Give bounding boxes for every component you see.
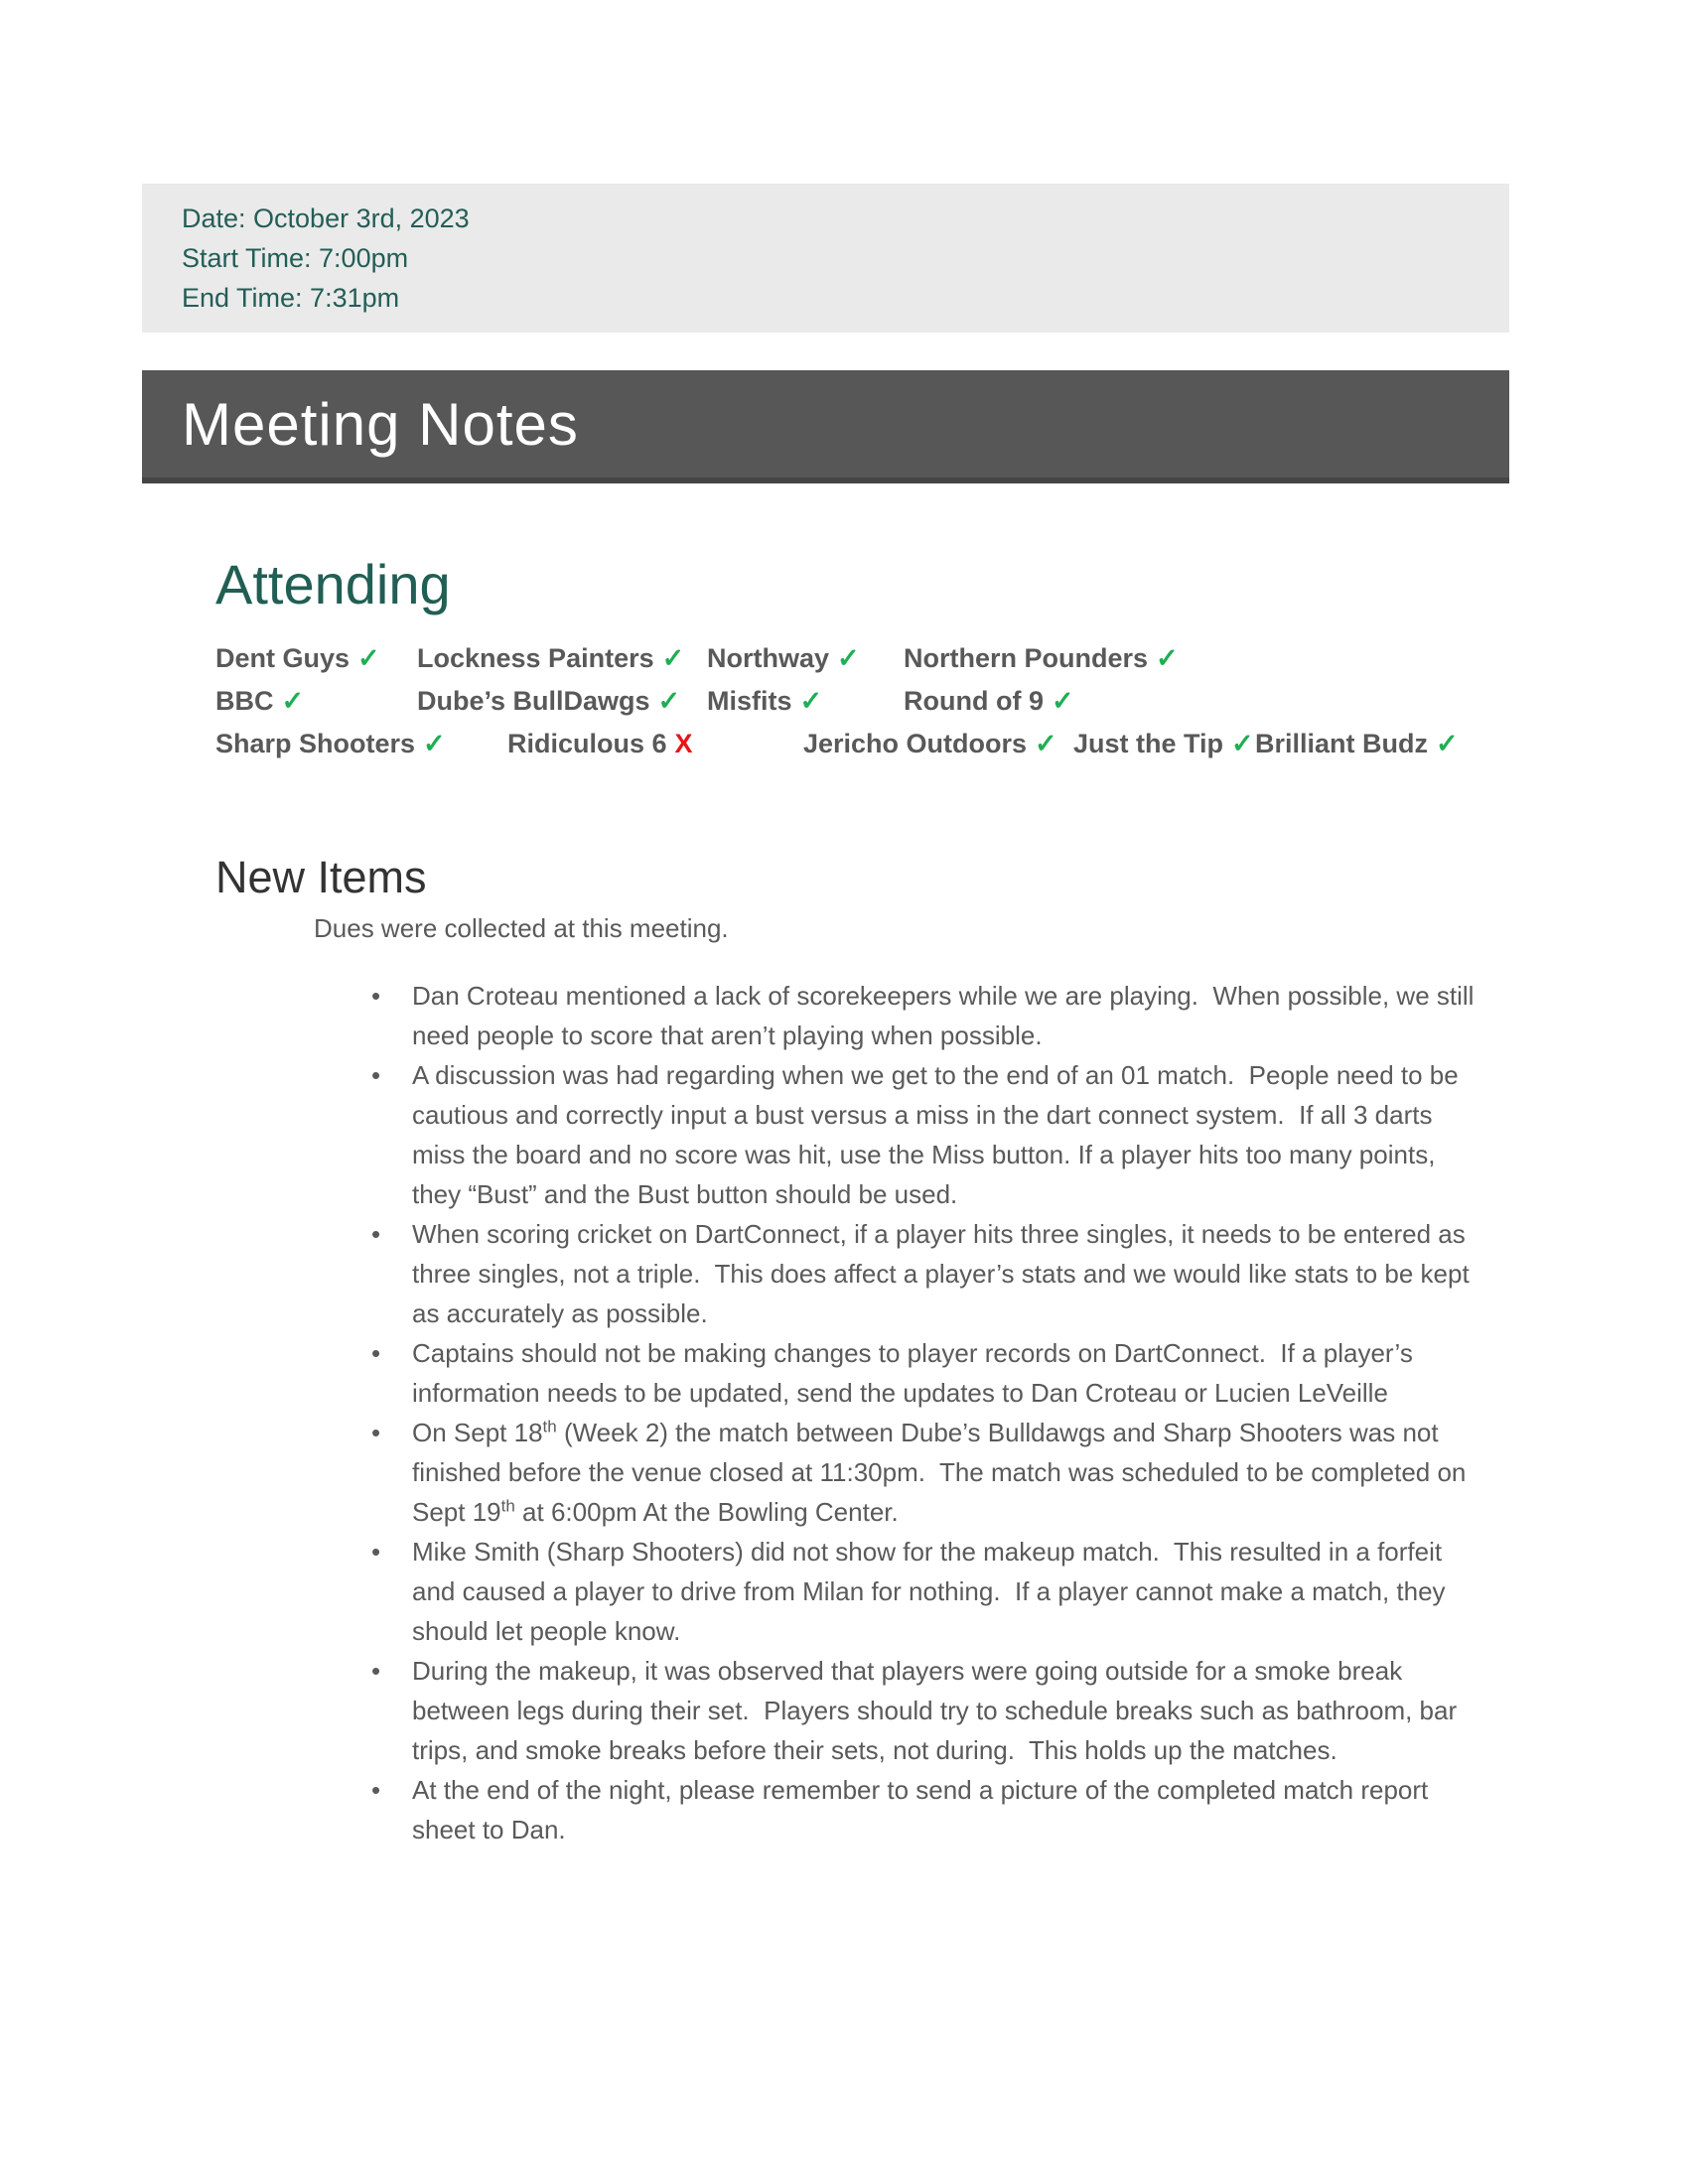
bullet-item: • On Sept 18th (Week 2) the match between Dube’s Bulldawgs and Sharp Shooters was not finished before the venue closed at 11:30pm. The match was scheduled to be completed on Sept 19th at 6:00pm At the Bowling Center. [369, 1413, 1483, 1532]
attending-heading: Attending [215, 553, 451, 615]
check-icon: ✓ [357, 643, 380, 673]
team-name: Round of 9 [904, 686, 1044, 716]
team-entry [707, 680, 822, 723]
team-name: BBC [215, 686, 274, 716]
x-icon: X [674, 729, 693, 758]
bullet-item: • During the makeup, it was observed that players were going outside for a smoke break between legs during their set. Players should try to schedule breaks such as bathroom, bar trips, and smoke breaks before their sets, not during. This holds up the matches. [369, 1651, 1483, 1770]
team-name: Just the Tip [1073, 729, 1224, 758]
page-title: Meeting Notes [182, 390, 579, 458]
team-name: Lockness Painters [417, 643, 654, 673]
team-name: Sharp Shooters [215, 729, 416, 758]
team-entry [215, 680, 304, 723]
attendance-row [215, 637, 1506, 680]
check-icon: ✓ [661, 643, 685, 673]
check-icon: ✓ [1231, 729, 1254, 758]
bullet-item: • A discussion was had regarding when we get to the end of an 01 match. People need to be cautious and correctly input a bust versus a miss in the dart connect system. If all 3 darts miss the board and no score was hit, use the Miss button. If a player hits too many points, they “Bust” and the Bust button should be used. [369, 1055, 1483, 1214]
check-icon: ✓ [799, 686, 823, 716]
meeting-start-time: Start Time: 7:00pm [182, 243, 409, 273]
title-banner [142, 370, 1509, 483]
attendance-row [215, 680, 1506, 723]
team-entry [215, 637, 380, 680]
check-icon: ✓ [1035, 729, 1057, 758]
check-icon: ✓ [281, 686, 305, 716]
team-entry [417, 637, 684, 680]
team-entry [417, 680, 680, 723]
team-name: Jericho Outdoors [803, 729, 1028, 758]
attendance-row [215, 723, 1506, 765]
meeting-date: Date: October 3rd, 2023 [182, 204, 470, 233]
intro-text: Dues were collected at this meeting. [314, 913, 729, 943]
team-entry [803, 723, 1057, 765]
meeting-end-time: End Time: 7:31pm [182, 283, 400, 313]
new-items-heading: New Items [215, 852, 427, 902]
bullet-item: • When scoring cricket on DartConnect, if a player hits three singles, it needs to be entered as three singles, not a triple. This does affect a player’s stats and we would like stats to be kept as accurately as possible. [369, 1214, 1483, 1333]
team-name: Brilliant Budz [1255, 729, 1428, 758]
team-name: Dent Guys [215, 643, 351, 673]
check-icon: ✓ [423, 729, 446, 758]
bullet-item: • Mike Smith (Sharp Shooters) did not show for the makeup match. This resulted in a forfeit and caused a player to drive from Milan for nothing. If a player cannot make a match, they should let people know. [369, 1532, 1483, 1651]
team-entry [904, 637, 1179, 680]
bullet-item: • Dan Croteau mentioned a lack of scorekeepers while we are playing. When possible, we still need people to score that aren’t playing when possible. [369, 976, 1483, 1055]
team-name: Ridiculous 6 [507, 729, 667, 758]
team-entry [904, 680, 1074, 723]
team-name: Misfits [707, 686, 792, 716]
team-entry [707, 637, 860, 680]
attendance-list [215, 637, 1506, 765]
team-entry [1255, 723, 1459, 765]
team-entry [507, 723, 693, 765]
team-name: Northern Pounders [904, 643, 1149, 673]
bullet-item: • At the end of the night, please remember to send a picture of the completed match report sheet to Dan. [369, 1770, 1483, 1849]
team-name: Northway [707, 643, 830, 673]
check-icon: ✓ [1436, 729, 1459, 758]
meeting-info-box [142, 184, 1509, 333]
team-name: Dube’s BullDawgs [417, 686, 650, 716]
bullet-list [369, 976, 1483, 1849]
team-entry [215, 723, 446, 765]
check-icon: ✓ [657, 686, 681, 716]
check-icon: ✓ [837, 643, 860, 673]
check-icon: ✓ [1051, 686, 1074, 716]
check-icon: ✓ [1156, 643, 1179, 673]
bullet-item: • Captains should not be making changes to player records on DartConnect. If a player’s information needs to be updated, send the updates to Dan Croteau or Lucien LeVeille [369, 1333, 1483, 1413]
team-entry [1073, 723, 1254, 765]
